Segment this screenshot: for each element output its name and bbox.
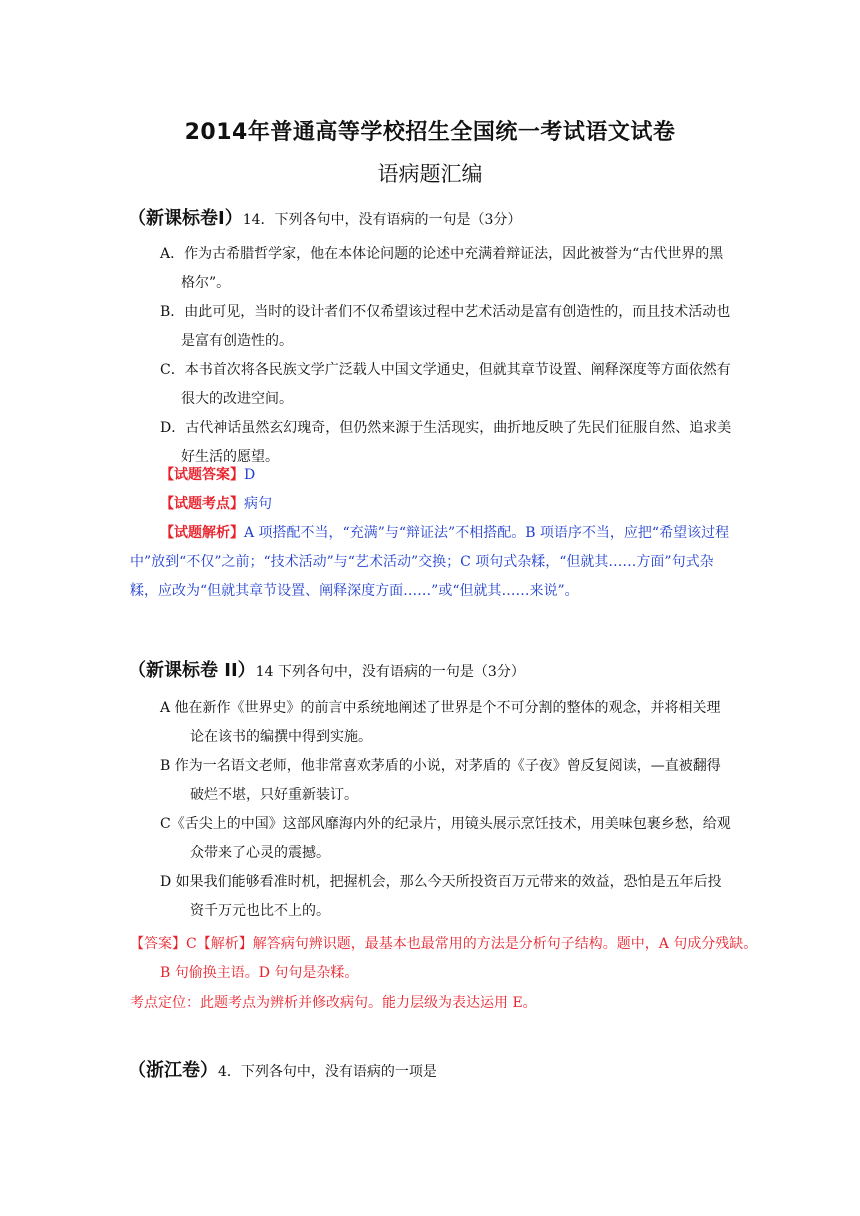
section-tag: （新课标卷Ⅰ） (128, 208, 243, 229)
option-a: A．作为古希腊哲学家，他在本体论问题的论述中充满着辩证法，因此被誉为“古代世界的黑格尔”。 (160, 246, 724, 291)
page-title: 2014年普通高等学校招生全国统一考试语文试卷 (184, 120, 676, 145)
answer-paragraph-2: 【答案】C【解析】解答病句辨识题，最基本也最常用的方法是分析句子结构。题中，A 句成分残缺。B 句偷换主语。D 句句是杂糅。 (130, 936, 758, 981)
analysis-label: 【试题解析】 (160, 525, 244, 541)
section-heading-1 (128, 204, 521, 230)
section-tag: （浙江卷） (128, 1060, 218, 1081)
option-c: C《舌尖上的中国》这部风靡海内外的纪录片，用镜头展示烹饪技术，用美味包裹乡愁，给观众带来了心灵的震撼。 (160, 816, 731, 861)
locate-line-2: 考点定位：此题考点为辨析并修改病句。能力层级为表达运用 E。 (130, 995, 537, 1011)
analysis-paragraph-1 (130, 519, 732, 606)
section-heading-2 (128, 656, 525, 682)
option-b: B．由此可见，当时的设计者们不仅希望该过程中艺术活动是富有创造性的，而且技术活动也是富有创造性的。 (160, 304, 731, 349)
option-b: B 作为一名语文老师，他非常喜欢茅盾的小说，对茅盾的《子夜》曾反复阅读，—直被翻得破烂不堪，只好重新装订。 (160, 758, 721, 803)
option-d: D．古代神话虽然玄幻瑰奇，但仍然来源于生活现实，曲折地反映了先民们征服自然、追求美好生活的愿望。 (160, 420, 732, 465)
options-list-2 (160, 694, 732, 926)
answer-line-1 (160, 461, 732, 490)
section-heading-3 (128, 1056, 437, 1082)
point-value: 病句 (244, 496, 272, 512)
answer-value: D (244, 467, 256, 483)
option-c: C．本书首次将各民族文学广泛载人中国文学通史，但就其章节设置、阐释深度等方面依然有很大的改进空间。 (160, 362, 731, 407)
analysis-text: A 项搭配不当，“充满”与“辩证法”不相搭配。B 项语序不当，应把“希望该过程中”放到“不仅”之前；“技术活动”与“艺术活动”交换；C 项句式杂糅，“但就其……方面”句式杂糅，应改为“但就其章节设置、阐释深度方面……”或“但就其……来说”。 (130, 525, 730, 599)
options-list-1 (160, 240, 732, 472)
answer-label: 【试题答案】 (160, 467, 244, 483)
page-subtitle: 语病题汇编 (377, 162, 483, 186)
question-text: 4．下列各句中，没有语病的一项是 (218, 1064, 437, 1080)
question-text: 14 下列各句中，没有语病的一句是（3分） (255, 664, 525, 680)
question-text: 14．下列各句中，没有语病的一句是（3分） (242, 212, 522, 228)
point-line-1 (160, 490, 732, 519)
section-tag: （新课标卷 II） (128, 660, 256, 681)
option-a: A 他在新作《世界史》的前言中系统地阐述了世界是个不可分割的整体的观念，并将相关理论在该书的编撰中得到实施。 (160, 700, 721, 745)
point-label: 【试题考点】 (160, 496, 244, 512)
option-d: D 如果我们能够看准时机，把握机会，那么今天所投资百万元带来的效益，恐怕是五年后投资千万元也比不上的。 (160, 874, 722, 919)
